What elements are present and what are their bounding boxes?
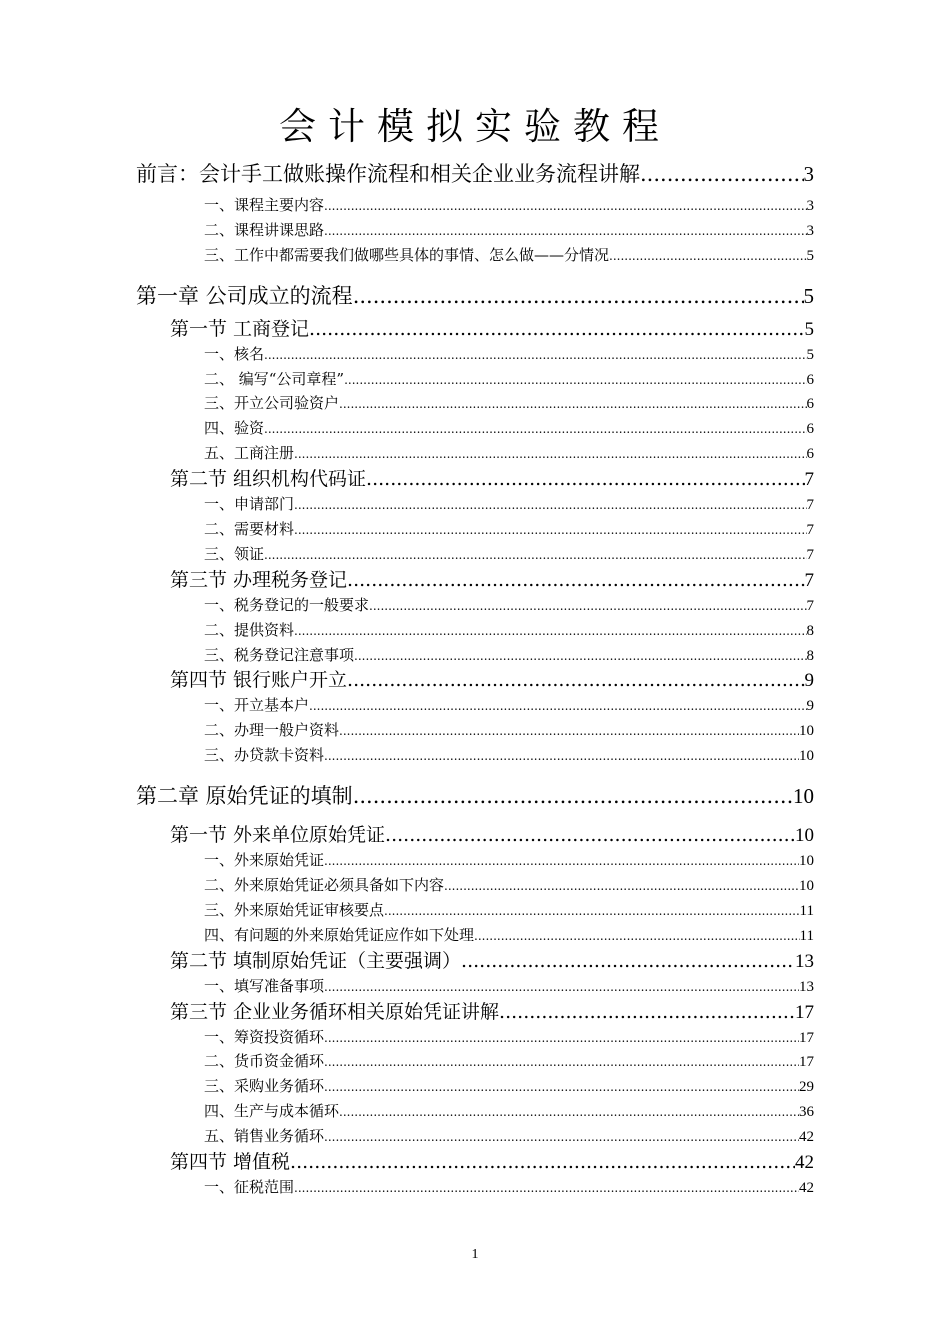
toc-entry-page: 6 <box>806 371 814 388</box>
toc-dot-leader <box>347 567 804 593</box>
toc-entry-title: 三、领证 <box>204 544 265 563</box>
toc-entry-page: 10 <box>799 723 814 740</box>
toc-entry-level-3[interactable] <box>204 898 814 923</box>
toc-entry-page: 9 <box>806 698 814 715</box>
toc-dot-leader <box>384 898 800 923</box>
toc-entry-level-3[interactable] <box>204 1074 814 1099</box>
toc-entry-page: 10 <box>799 748 814 765</box>
toc-dot-leader <box>339 391 806 416</box>
toc-dot-leader <box>354 643 806 668</box>
toc-entry-level-3[interactable] <box>204 517 814 542</box>
toc-entry-level-3[interactable] <box>204 1175 814 1200</box>
toc-entry-level-2[interactable] <box>170 822 814 848</box>
toc-dot-leader <box>347 667 804 693</box>
toc-dot-leader <box>264 542 806 567</box>
toc-entry-title: 二、 编写“公司章程” <box>204 369 345 388</box>
toc-entry-page: 13 <box>799 978 814 995</box>
toc-entry-title: 二、提供资料 <box>204 620 295 639</box>
toc-entry-page: 17 <box>799 1054 814 1071</box>
toc-entry-level-3[interactable] <box>204 367 814 392</box>
toc-entry-level-2[interactable] <box>170 999 814 1025</box>
toc-entry-page: 6 <box>806 396 814 413</box>
toc-entry-page: 29 <box>799 1079 814 1096</box>
toc-entry-level-3[interactable] <box>204 873 814 898</box>
toc-entry-title: 第一节 外来单位原始凭证 <box>170 824 386 847</box>
toc-entry-page: 10 <box>795 825 814 847</box>
toc-entry-level-2[interactable] <box>170 316 814 342</box>
toc-dot-leader <box>264 342 806 367</box>
toc-dot-leader <box>324 974 799 999</box>
toc-dot-leader <box>369 593 806 618</box>
toc-entry-page: 11 <box>799 927 814 944</box>
toc-entry-title: 二、需要材料 <box>204 520 295 539</box>
toc-entry-page: 5 <box>804 318 814 340</box>
toc-entry-title: 第四节 银行账户开立 <box>170 669 348 692</box>
toc-dot-leader <box>609 243 806 268</box>
toc-entry-page: 17 <box>795 1001 814 1023</box>
toc-entry-level-3[interactable] <box>204 193 814 218</box>
toc-entry-level-3[interactable] <box>204 342 814 367</box>
toc-entry-level-1[interactable] <box>136 276 814 316</box>
toc-dot-leader <box>264 416 806 441</box>
toc-entry-page: 10 <box>793 784 814 809</box>
toc-entry-title: 第一节 工商登记 <box>170 317 310 340</box>
toc-entry-title: 三、工作中都需要我们做哪些具体的事情、怎么做——分情况 <box>204 245 610 264</box>
toc-entry-level-3[interactable] <box>204 1049 814 1074</box>
toc-entry-page: 7 <box>806 597 814 614</box>
toc-entry-title: 一、课程主要内容 <box>204 196 325 214</box>
toc-entry-level-3[interactable] <box>204 593 814 618</box>
toc-entry-title: 一、填写准备事项 <box>204 976 325 995</box>
toc-entry-title: 一、外来原始凭证 <box>204 851 325 870</box>
toc-dot-leader <box>385 822 795 848</box>
toc-dot-leader <box>353 276 804 316</box>
toc-entry-level-3[interactable] <box>204 743 814 768</box>
toc-entry-level-3[interactable] <box>204 718 814 743</box>
toc-entry-title: 一、税务登记的一般要求 <box>204 595 370 614</box>
toc-entry-page: 5 <box>806 247 814 264</box>
page-number: 1 <box>471 1247 479 1262</box>
toc-dot-leader <box>290 1149 795 1175</box>
toc-entry-page: 17 <box>799 1029 814 1046</box>
toc-dot-leader <box>366 466 804 492</box>
document-title: 会计模拟实验教程 <box>279 105 671 148</box>
toc-dot-leader <box>324 743 799 768</box>
toc-entry-level-1[interactable] <box>136 776 814 816</box>
toc-dot-leader <box>444 873 799 898</box>
toc-dot-leader <box>640 155 804 193</box>
toc-dot-leader <box>353 776 793 816</box>
toc-entry-level-2[interactable] <box>170 948 814 974</box>
toc-entry-title: 第二节 组织机构代码证 <box>170 468 367 491</box>
toc-dot-leader <box>324 1025 799 1050</box>
toc-entry-page: 11 <box>799 902 814 919</box>
toc-dot-leader <box>294 492 806 517</box>
toc-entry-level-2[interactable] <box>170 667 814 693</box>
toc-dot-leader <box>294 441 806 466</box>
toc-dot-leader <box>324 1074 799 1099</box>
toc-entry-page: 10 <box>799 853 814 870</box>
toc-dot-leader <box>294 1175 799 1200</box>
toc-entry-level-3[interactable] <box>204 693 814 718</box>
toc-entry-level-3[interactable] <box>204 492 814 517</box>
toc-entry-level-3[interactable] <box>204 974 814 999</box>
toc-entry-level-3[interactable] <box>204 243 814 268</box>
toc-entry-page: 7 <box>804 469 814 491</box>
toc-dot-leader <box>309 693 806 718</box>
toc-entry-level-3[interactable] <box>204 848 814 873</box>
toc-entry-page: 5 <box>803 283 814 308</box>
toc-entry-title: 三、采购业务循环 <box>204 1077 325 1096</box>
toc-entry-page: 3 <box>806 222 814 239</box>
toc-entry-title: 二、课程讲课思路 <box>204 220 325 239</box>
toc-dot-leader <box>309 316 804 342</box>
toc-entry-title: 一、征税范围 <box>204 1178 295 1197</box>
toc-entry-level-2[interactable] <box>170 466 814 492</box>
toc-entry-title: 一、申请部门 <box>204 495 295 514</box>
toc-entry-level-3[interactable] <box>204 218 814 243</box>
toc-entry-page: 36 <box>799 1104 814 1121</box>
toc-entry-page: 7 <box>804 569 814 591</box>
toc-entry-title: 二、外来原始凭证必须具备如下内容 <box>204 876 445 895</box>
toc-entry-level-3[interactable] <box>204 643 814 668</box>
toc-entry-page: 3 <box>806 198 814 214</box>
toc-entry-level-3[interactable] <box>204 923 814 948</box>
toc-dot-leader <box>339 1099 799 1124</box>
toc-entry-level-1[interactable] <box>136 155 814 193</box>
toc-entry-page: 7 <box>806 522 814 539</box>
toc-entry-title: 一、筹资投资循环 <box>204 1027 325 1046</box>
toc-entry-title: 三、开立公司验资户 <box>204 394 340 413</box>
toc-entry-page: 13 <box>795 950 814 972</box>
toc-dot-leader <box>294 618 806 643</box>
toc-entry-title: 一、核名 <box>204 344 265 363</box>
toc-entry-title: 一、开立基本户 <box>204 696 310 715</box>
toc-entry-page: 8 <box>806 647 814 664</box>
toc-entry-page: 5 <box>806 346 814 363</box>
toc-entry-page: 9 <box>804 670 814 692</box>
toc-dot-leader <box>324 1049 799 1074</box>
toc-entry-title: 五、工商注册 <box>204 444 295 463</box>
toc-entry-level-3[interactable] <box>204 1124 814 1149</box>
toc-dot-leader <box>324 848 799 873</box>
toc-entry-level-3[interactable] <box>204 416 814 441</box>
toc-dot-leader <box>324 1124 799 1149</box>
toc-entry-title: 五、销售业务循环 <box>204 1127 325 1146</box>
toc-dot-leader <box>294 517 806 542</box>
toc-dot-leader <box>499 999 795 1025</box>
toc-entry-level-3[interactable] <box>204 441 814 466</box>
toc-dot-leader <box>461 948 795 974</box>
toc-entry-level-3[interactable] <box>204 1025 814 1050</box>
toc-entry-title: 四、验资 <box>204 419 265 438</box>
toc-entry-level-3[interactable] <box>204 1099 814 1124</box>
toc-entry-page: 7 <box>806 497 814 514</box>
toc-entry-title: 第三节 办理税务登记 <box>170 568 348 591</box>
toc-entry-page: 42 <box>799 1180 814 1197</box>
toc-entry-level-3[interactable] <box>204 391 814 416</box>
toc-entry-title: 三、外来原始凭证审核要点 <box>204 900 385 919</box>
toc-entry-page: 8 <box>806 622 814 639</box>
toc-entry-page: 3 <box>803 162 814 186</box>
toc-entry-level-2[interactable] <box>170 567 814 593</box>
toc-entry-page: 42 <box>799 1129 814 1146</box>
toc-entry-level-3[interactable] <box>204 542 814 567</box>
toc-entry-page: 42 <box>795 1152 814 1174</box>
toc-entry-title: 四、有问题的外来原始凭证应作如下处理 <box>204 925 475 944</box>
toc-dot-leader <box>474 923 800 948</box>
toc-entry-title: 二、货币资金循环 <box>204 1052 325 1071</box>
toc-entry-level-3[interactable] <box>204 618 814 643</box>
toc-entry-page: 6 <box>806 421 814 438</box>
toc-dot-leader <box>324 193 806 218</box>
toc-entry-title: 第三节 企业业务循环相关原始凭证讲解 <box>170 1000 500 1023</box>
toc-entry-title: 第二节 填制原始凭证（主要强调） <box>170 949 462 972</box>
table-of-contents <box>136 155 814 1200</box>
toc-entry-title: 第四节 增值税 <box>170 1151 291 1174</box>
toc-entry-title: 第二章 原始凭证的填制 <box>136 784 353 809</box>
toc-entry-level-2[interactable] <box>170 1149 814 1175</box>
toc-entry-title: 第一章 公司成立的流程 <box>136 283 353 308</box>
toc-entry-page: 7 <box>806 546 814 563</box>
toc-dot-leader <box>344 367 806 392</box>
toc-entry-title: 三、税务登记注意事项 <box>204 645 355 664</box>
toc-entry-title: 前言：会计手工做账操作流程和相关企业业务流程讲解 <box>136 162 640 186</box>
toc-entry-page: 10 <box>799 878 814 895</box>
toc-dot-leader <box>339 718 799 743</box>
toc-dot-leader <box>324 218 806 243</box>
toc-entry-title: 四、生产与成本循环 <box>204 1102 340 1121</box>
toc-entry-title: 三、办贷款卡资料 <box>204 746 325 765</box>
toc-entry-title: 二、办理一般户资料 <box>204 721 340 740</box>
toc-entry-page: 6 <box>806 446 814 463</box>
